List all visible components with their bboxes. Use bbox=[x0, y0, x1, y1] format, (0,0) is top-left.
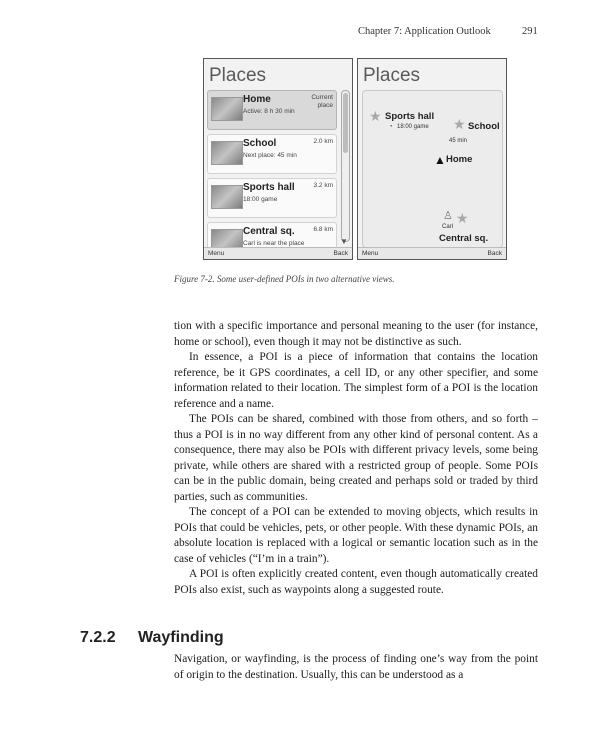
star-icon: ★ bbox=[453, 116, 466, 132]
section-title: Wayfinding bbox=[138, 629, 224, 646]
softkey-bar bbox=[204, 247, 352, 259]
body-text bbox=[174, 319, 538, 598]
place-detail: Next place: 45 min bbox=[243, 152, 297, 159]
section-heading bbox=[80, 629, 224, 647]
place-distance: 3.2 km bbox=[313, 182, 333, 189]
menu-softkey[interactable]: Menu bbox=[362, 250, 379, 257]
paragraph: In essence, a POI is a piece of information that contains the location reference, be it GPS coordinates, a cell ID, or any other specifier, and some information related to their location. The simplest form of a POI is the location reference and a name. bbox=[174, 351, 538, 410]
paragraph: A POI is often explicitly created content, even though automatically created POIs also exist, such as waypoints along a suggested route. bbox=[174, 568, 538, 596]
scrollbar-thumb[interactable] bbox=[343, 93, 348, 153]
section-body-text bbox=[174, 652, 538, 683]
places-map[interactable] bbox=[362, 90, 503, 248]
list-item-home[interactable] bbox=[207, 90, 337, 130]
place-detail: 18:00 game bbox=[243, 196, 278, 203]
paragraph: The concept of a POI can be extended to moving objects, which results in POIs that could be vehicles, pets, or other people. With these dynamic POIs, an absolute location is replaced with a logical or semantic location such as in the case of vehicles (“I’m in a train”). bbox=[174, 506, 538, 565]
paragraph: Navigation, or wayfinding, is the process of finding one’s way from the point of origin to the destination. Usually, this can be understood as a bbox=[174, 653, 538, 681]
clock-icon: ◔ bbox=[389, 124, 393, 130]
page-number: 291 bbox=[522, 26, 538, 37]
running-header bbox=[0, 26, 600, 40]
map-view-title: Places bbox=[363, 65, 421, 86]
place-distance: 2.0 km bbox=[313, 138, 333, 145]
scroll-down-arrow-icon: ▼ bbox=[340, 237, 348, 246]
map-label-carl: Carl bbox=[442, 224, 454, 230]
home-location-marker-icon: ▲ bbox=[434, 153, 446, 167]
list-view-title: Places bbox=[209, 65, 267, 86]
phone-list-view bbox=[203, 58, 353, 260]
list-item-school[interactable] bbox=[207, 134, 337, 174]
phone-map-view bbox=[357, 58, 507, 260]
figure-caption: Figure 7-2. Some user-defined POIs in two alternative views. bbox=[174, 274, 395, 284]
map-label-sports-hall[interactable]: Sports hall bbox=[385, 111, 435, 122]
list-item-sports-hall[interactable] bbox=[207, 178, 337, 218]
place-thumbnail bbox=[211, 97, 243, 121]
person-icon: ♙ bbox=[443, 210, 453, 222]
back-softkey[interactable]: Back bbox=[487, 250, 502, 257]
map-sub-sports-hall: 18:00 game bbox=[397, 124, 429, 130]
place-thumbnail bbox=[211, 141, 243, 165]
back-softkey[interactable]: Back bbox=[333, 250, 348, 257]
star-icon: ★ bbox=[456, 210, 469, 226]
map-sub-school: 45 min bbox=[449, 138, 468, 144]
paragraph: The POIs can be shared, combined with those from others, and so forth – thus a POI is in no way different from any other kind of personal content. As a consequence, there may also be POIs with different privacy levels, some being private, while others are shared with a restricted group of people. Some POIs can be in the public domain, being created and perhaps sold or traded by third parties, such as communities. bbox=[174, 413, 538, 503]
map-label-home[interactable]: Home bbox=[446, 154, 473, 165]
list-scrollbar[interactable] bbox=[341, 90, 350, 242]
place-name: School bbox=[243, 138, 277, 149]
place-thumbnail bbox=[211, 185, 243, 209]
place-distance: Current place bbox=[311, 94, 333, 109]
paragraph: tion with a specific importance and personal meaning to the user (for instance, home or school), even though it may not be distinctive as such. bbox=[174, 320, 538, 348]
place-name: Sports hall bbox=[243, 182, 295, 193]
place-name: Home bbox=[243, 94, 271, 105]
place-detail: Carl is near the place bbox=[243, 240, 305, 247]
map-label-central-sq[interactable]: Central sq. bbox=[439, 233, 489, 244]
place-distance: 6.8 km bbox=[313, 226, 333, 233]
place-detail: Active: 8 h 30 min bbox=[243, 108, 295, 115]
star-icon: ★ bbox=[369, 108, 382, 124]
map-label-school[interactable]: School bbox=[468, 121, 500, 132]
chapter-title: Chapter 7: Application Outlook bbox=[358, 26, 491, 37]
section-number: 7.2.2 bbox=[80, 629, 116, 646]
place-name: Central sq. bbox=[243, 226, 295, 237]
softkey-bar bbox=[358, 247, 506, 259]
places-list bbox=[207, 90, 337, 260]
menu-softkey[interactable]: Menu bbox=[208, 250, 225, 257]
